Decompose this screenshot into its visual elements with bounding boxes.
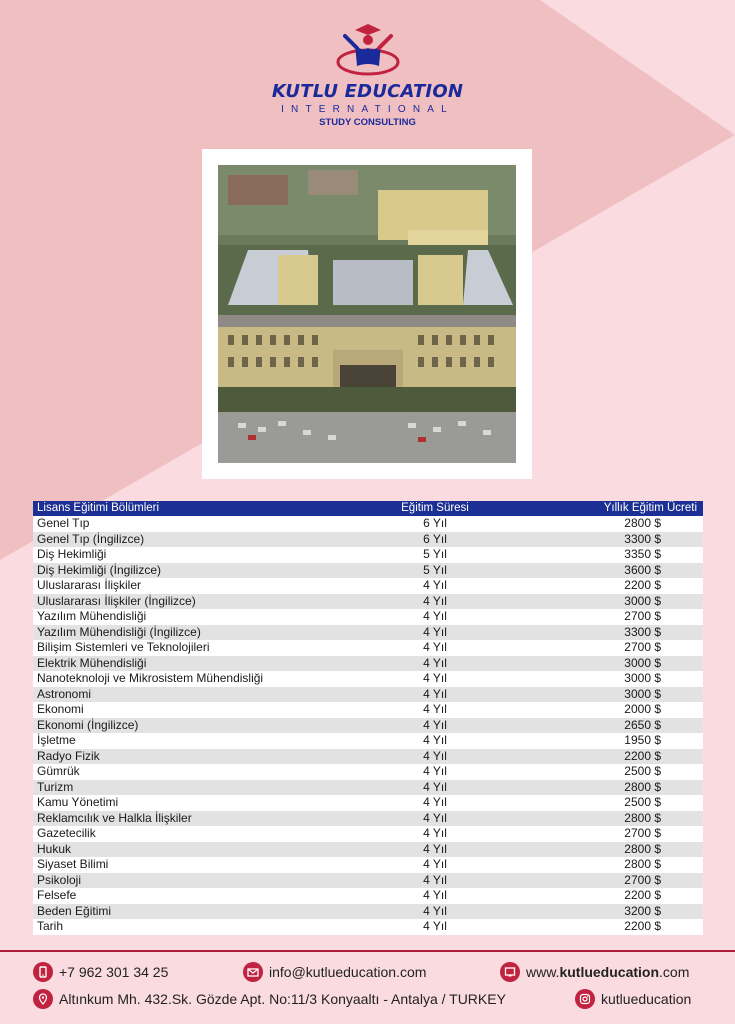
footer-divider: [0, 950, 735, 952]
brand-sub: INTERNATIONAL: [281, 104, 454, 115]
program-cell: Genel Tıp: [33, 516, 341, 532]
program-cell: Ekonomi (İngilizce): [33, 718, 341, 734]
fee-cell: 2500 $: [529, 764, 703, 780]
duration-cell: 4 Yıl: [341, 795, 529, 811]
table-row: [33, 795, 703, 811]
table-header-row: [33, 501, 703, 516]
duration-cell: 4 Yıl: [341, 873, 529, 889]
table-row: [33, 640, 703, 656]
fee-cell: 2500 $: [529, 795, 703, 811]
contact-website[interactable]: [500, 962, 689, 982]
tuition-table-wrapper: [33, 501, 703, 935]
duration-cell: 4 Yıl: [341, 702, 529, 718]
table-row: [33, 749, 703, 765]
duration-cell: 4 Yıl: [341, 826, 529, 842]
program-cell: Bilişim Sistemleri ve Teknolojileri: [33, 640, 341, 656]
program-cell: Psikoloji: [33, 873, 341, 889]
duration-cell: 4 Yıl: [341, 764, 529, 780]
header-fee: Yıllık Eğitim Ücreti: [529, 501, 703, 516]
table-row: [33, 919, 703, 935]
fee-cell: 2650 $: [529, 718, 703, 734]
table-row: [33, 547, 703, 563]
program-cell: İşletme: [33, 733, 341, 749]
fee-cell: 3300 $: [529, 532, 703, 548]
location-pin-icon: [33, 989, 53, 1009]
fee-cell: 3000 $: [529, 656, 703, 672]
duration-cell: 4 Yıl: [341, 857, 529, 873]
web-domain: kutlueducation: [559, 964, 660, 980]
fee-cell: 2800 $: [529, 857, 703, 873]
table-row: [33, 842, 703, 858]
table-row: [33, 733, 703, 749]
duration-cell: 4 Yıl: [341, 733, 529, 749]
table-row: [33, 563, 703, 579]
program-cell: Yazılım Mühendisliği: [33, 609, 341, 625]
program-cell: Gümrük: [33, 764, 341, 780]
table-row: [33, 826, 703, 842]
table-row: [33, 780, 703, 796]
program-cell: Uluslararası İlişkiler: [33, 578, 341, 594]
address-text: Altınkum Mh. 432.Sk. Gözde Apt. No:11/3 Konyaaltı - Antalya / TURKEY: [59, 991, 506, 1007]
fee-cell: 1950 $: [529, 733, 703, 749]
table-row: [33, 671, 703, 687]
duration-cell: 4 Yıl: [341, 749, 529, 765]
header-program: Lisans Eğitimi Bölümleri: [33, 501, 341, 516]
program-cell: Genel Tıp (İngilizce): [33, 532, 341, 548]
program-cell: Uluslararası İlişkiler (İngilizce): [33, 594, 341, 610]
program-cell: Yazılım Mühendisliği (İngilizce): [33, 625, 341, 641]
fee-cell: 2700 $: [529, 873, 703, 889]
contact-address: [33, 989, 506, 1009]
fee-cell: 2700 $: [529, 609, 703, 625]
email-text: info@kutlueducation.com: [269, 964, 427, 980]
duration-cell: 4 Yıl: [341, 904, 529, 920]
fee-cell: 2000 $: [529, 702, 703, 718]
program-cell: Astronomi: [33, 687, 341, 703]
duration-cell: 5 Yıl: [341, 547, 529, 563]
table-row: [33, 609, 703, 625]
program-cell: Beden Eğitimi: [33, 904, 341, 920]
fee-cell: 2800 $: [529, 780, 703, 796]
table-row: [33, 625, 703, 641]
table-row: [33, 656, 703, 672]
duration-cell: 4 Yıl: [341, 780, 529, 796]
header-duration: Eğitim Süresi: [341, 501, 529, 516]
fee-cell: 2200 $: [529, 578, 703, 594]
duration-cell: 4 Yıl: [341, 671, 529, 687]
program-cell: Elektrik Mühendisliği: [33, 656, 341, 672]
program-cell: Gazetecilik: [33, 826, 341, 842]
brand-logo: [250, 22, 485, 132]
tuition-table: [33, 501, 703, 935]
program-cell: Tarih: [33, 919, 341, 935]
program-cell: Diş Hekimliği (İngilizce): [33, 563, 341, 579]
duration-cell: 4 Yıl: [341, 594, 529, 610]
program-cell: Diş Hekimliği: [33, 547, 341, 563]
duration-cell: 5 Yıl: [341, 563, 529, 579]
table-row: [33, 718, 703, 734]
fee-cell: 2200 $: [529, 919, 703, 935]
brand-name: KUTLU EDUCATION: [271, 81, 464, 102]
phone-text: +7 962 301 34 25: [59, 964, 169, 980]
fee-cell: 3000 $: [529, 687, 703, 703]
fee-cell: 3000 $: [529, 594, 703, 610]
duration-cell: 4 Yıl: [341, 656, 529, 672]
contact-email[interactable]: [243, 962, 426, 982]
duration-cell: 6 Yıl: [341, 516, 529, 532]
fee-cell: 3300 $: [529, 625, 703, 641]
duration-cell: 4 Yıl: [341, 919, 529, 935]
program-cell: Ekonomi: [33, 702, 341, 718]
duration-cell: 6 Yıl: [341, 532, 529, 548]
table-row: [33, 811, 703, 827]
table-row: [33, 873, 703, 889]
duration-cell: 4 Yıl: [341, 609, 529, 625]
instagram-icon: [575, 989, 595, 1009]
fee-cell: 3350 $: [529, 547, 703, 563]
table-row: [33, 904, 703, 920]
duration-cell: 4 Yıl: [341, 842, 529, 858]
contact-instagram[interactable]: [575, 989, 691, 1009]
fee-cell: 3600 $: [529, 563, 703, 579]
fee-cell: 2800 $: [529, 842, 703, 858]
program-cell: Kamu Yönetimi: [33, 795, 341, 811]
table-row: [33, 594, 703, 610]
fee-cell: 2200 $: [529, 888, 703, 904]
program-cell: Hukuk: [33, 842, 341, 858]
table-row: [33, 687, 703, 703]
fee-cell: 3200 $: [529, 904, 703, 920]
table-row: [33, 516, 703, 532]
instagram-text: kutlueducation: [601, 991, 692, 1007]
duration-cell: 4 Yıl: [341, 640, 529, 656]
table-row: [33, 532, 703, 548]
web-suffix: .com: [659, 964, 690, 980]
table-row: [33, 702, 703, 718]
envelope-icon: [243, 962, 263, 982]
fee-cell: 2800 $: [529, 516, 703, 532]
fee-cell: 3000 $: [529, 671, 703, 687]
phone-icon: [33, 962, 53, 982]
fee-cell: 2200 $: [529, 749, 703, 765]
table-row: [33, 857, 703, 873]
program-cell: Radyo Fizik: [33, 749, 341, 765]
fee-cell: 2800 $: [529, 811, 703, 827]
fee-cell: 2700 $: [529, 640, 703, 656]
table-row: [33, 888, 703, 904]
contact-phone[interactable]: [33, 962, 168, 982]
program-cell: Siyaset Bilimi: [33, 857, 341, 873]
campus-photo-frame: [202, 149, 532, 479]
globe-icon: [500, 962, 520, 982]
web-prefix: www.: [526, 964, 560, 980]
duration-cell: 4 Yıl: [341, 811, 529, 827]
duration-cell: 4 Yıl: [341, 888, 529, 904]
duration-cell: 4 Yıl: [341, 625, 529, 641]
fee-cell: 2700 $: [529, 826, 703, 842]
campus-photo: [218, 165, 516, 463]
duration-cell: 4 Yıl: [341, 687, 529, 703]
duration-cell: 4 Yıl: [341, 718, 529, 734]
duration-cell: 4 Yıl: [341, 578, 529, 594]
table-row: [33, 764, 703, 780]
program-cell: Turizm: [33, 780, 341, 796]
program-cell: Nanoteknoloji ve Mikrosistem Mühendisliği: [33, 671, 341, 687]
brand-tagline: STUDY CONSULTING: [319, 117, 416, 128]
program-cell: Felsefe: [33, 888, 341, 904]
table-row: [33, 578, 703, 594]
program-cell: Reklamcılık ve Halkla İlişkiler: [33, 811, 341, 827]
graduate-figure-icon: [335, 22, 401, 80]
